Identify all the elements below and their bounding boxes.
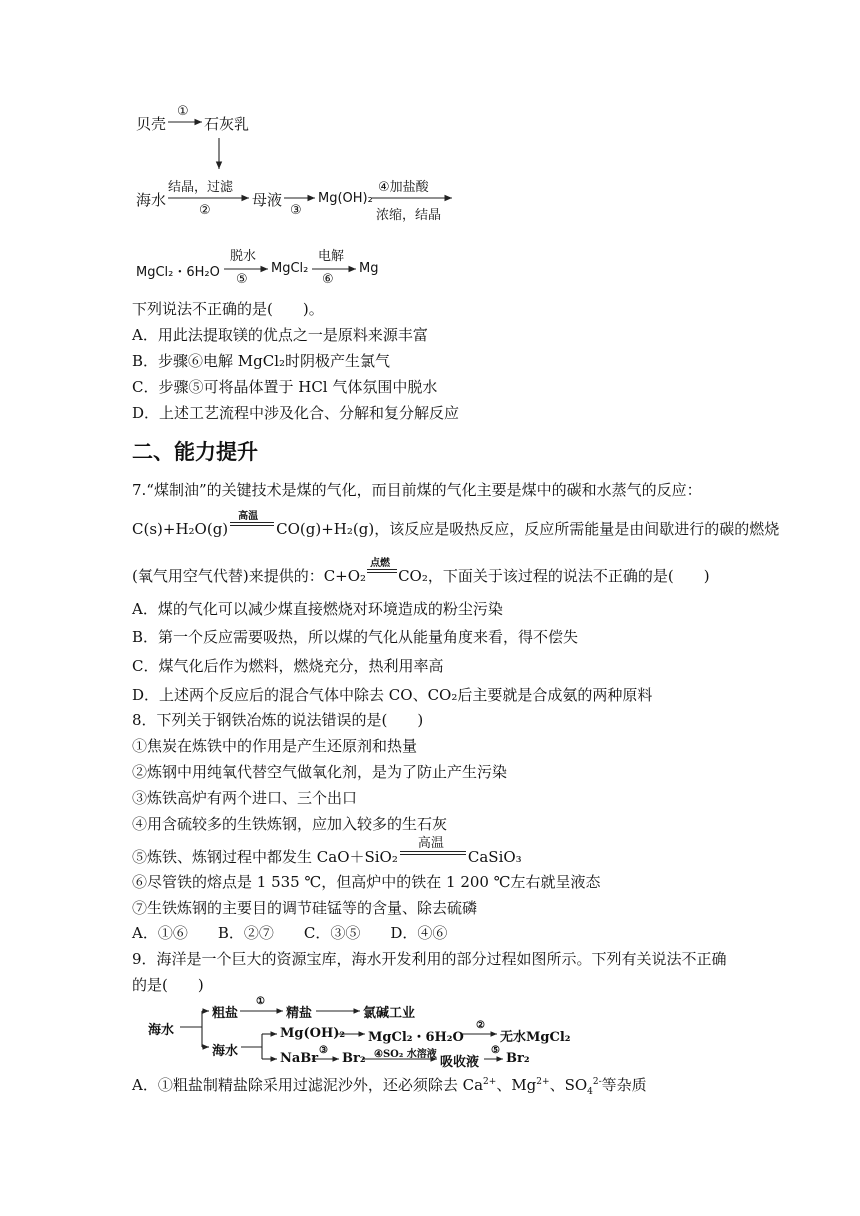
d2-seawater-2: 海水: [212, 1044, 239, 1059]
shell-label: 贝壳: [136, 115, 167, 133]
q8-statement-1: ①焦炭在炼铁中的作用是产生还原剂和热量: [132, 737, 418, 755]
q8-s5-left: ⑤炼铁、炼钢过程中都发生 CaO＋SiO₂: [132, 848, 398, 866]
q9-a-sup1: 2+: [483, 1077, 497, 1087]
q6-stem: 下列说法不正确的是( )。: [132, 300, 324, 318]
q7-option-d: D．上述两个反应后的混合气体中除去 CO、CO₂后主要就是合成氨的两种原料: [132, 686, 653, 704]
q9-a-sup2: 2+: [536, 1077, 550, 1087]
q9-a-mid2: 、SO: [549, 1076, 588, 1094]
q8-s5-cond-text: 高温: [417, 836, 444, 851]
q6-option-d: D．上述工艺流程中涉及化合、分解和复分解反应: [132, 404, 460, 422]
d2-anhydrous-mgcl2: 无水MgCl₂: [500, 1030, 571, 1045]
q7-eq1-cond-text: 高温: [238, 511, 259, 522]
q7-option-c: C．煤气化后作为燃料，燃烧充分，热利用率高: [132, 657, 444, 675]
q7-line1: 7.“煤制油”的关键技术是煤的气化，而目前煤的气化主要是煤中的碳和水蒸气的反应：: [132, 481, 702, 499]
q9-line1: 9．海洋是一个巨大的资源宝库，海水开发利用的部分过程如图所示。下列有关说法不正确: [132, 950, 727, 968]
d2-mgcl2-hydrate: MgCl₂・6H₂O: [368, 1030, 464, 1045]
q6-option-a: A．用此法提取镁的优点之一是原料来源丰富: [132, 326, 428, 344]
q9-a-left: A．①粗盐制精盐除采用过滤泥沙外，还必须除去 Ca: [132, 1076, 484, 1094]
q8-statement-3: ③炼铁高炉有两个进口、三个出口: [132, 789, 358, 807]
q8-statement-4: ④用含硫较多的生铁炼钢，应加入较多的生石灰: [132, 815, 448, 833]
q9-a-mid1: 、Mg: [496, 1076, 537, 1094]
d2-step4: ④SO₂ 水溶液: [374, 1049, 437, 1060]
q7-eq2-cond-text: 点燃: [370, 558, 391, 569]
add-hcl-label: ④加盐酸: [378, 180, 429, 195]
q8-options: A．①⑥ B．②⑦ C．③⑤ D．④⑥: [132, 924, 448, 942]
mgoh2-label: Mg(OH)₂: [318, 191, 373, 206]
q6-option-b: B．步骤⑥电解 MgCl₂时阴极产生氯气: [132, 352, 391, 370]
d2-nabr: NaBr: [280, 1051, 319, 1066]
q8-stem: 8．下列关于钢铁冶炼的说法错误的是( ): [132, 711, 424, 729]
concentrate-label: 浓缩，结晶: [376, 208, 442, 223]
d2-mgoh2: Mg(OH)₂: [280, 1026, 346, 1041]
step6-label: ⑥: [322, 272, 334, 287]
section-title: 二、能力提升: [132, 440, 258, 464]
q6-option-c: C．步骤⑤可将晶体置于 HCl 气体氛围中脱水: [132, 378, 438, 396]
q7-option-a: A．煤的气化可以减少煤直接燃烧对环境造成的粉尘污染: [132, 600, 503, 618]
d2-crude-salt: 粗盐: [212, 1006, 239, 1021]
q7-line3-right: CO₂，下面关于该过程的说法不正确的是( ): [398, 567, 710, 585]
d2-step2: ②: [476, 1020, 485, 1031]
q8-statement-6: ⑥尽管铁的熔点是 1 535 ℃，但高炉中的铁在 1 200 ℃左右就呈液态: [132, 873, 601, 891]
d2-step3: ③: [319, 1045, 328, 1056]
q7-option-b: B．第一个反应需要吸热，所以煤的气化从能量角度来看，得不偿失: [132, 628, 579, 646]
q9-a-right: 等杂质: [601, 1076, 647, 1094]
d2-br2-b: Br₂: [506, 1051, 530, 1066]
q7-eq1-right: CO(g)+H₂(g)，该反应是吸热反应，反应所需能量是由间歇进行的碳的燃烧: [276, 520, 780, 538]
step5-label: ⑤: [236, 272, 248, 287]
q8-s5-right: CaSiO₃: [467, 848, 522, 866]
mgcl2-label: MgCl₂: [271, 261, 309, 276]
q9-a-sub: 4: [587, 1087, 593, 1097]
step2-label: ②: [199, 203, 211, 218]
step3-label: ③: [290, 203, 302, 218]
d2-absorb-liquid: 吸收液: [440, 1055, 480, 1070]
q8-statement-7: ⑦生铁炼钢的主要目的调节硅锰等的含量、除去硫磷: [132, 899, 478, 917]
d2-refined-salt: 精盐: [286, 1006, 313, 1021]
q7-eq1-left: C(s)+H₂O(g): [132, 520, 229, 538]
q9-option-a: [132, 1074, 647, 1097]
q9-line2: 的是( ): [132, 976, 204, 994]
step1-label: ①: [177, 104, 189, 119]
dehydrate-label: 脱水: [230, 249, 257, 264]
motherliquor-label: 母液: [252, 191, 283, 209]
d2-step5: ⑤: [491, 1045, 500, 1056]
d2-step1: ①: [256, 996, 265, 1007]
crystallize-filter-label: 结晶，过滤: [168, 180, 234, 195]
q7-line3-left: (氧气用空气代替)来提供的：C+O₂: [132, 567, 367, 585]
q8-statement-2: ②炼钢中用纯氧代替空气做氧化剂，是为了防止产生污染: [132, 763, 508, 781]
seawater-label: 海水: [136, 191, 167, 209]
d2-br2-a: Br₂: [342, 1051, 366, 1066]
d2-seawater: 海水: [148, 1023, 175, 1038]
electrolysis-label: 电解: [318, 249, 345, 264]
d2-chlor-alkali: 氯碱工业: [363, 1006, 416, 1021]
mg-label: Mg: [359, 261, 379, 276]
mgcl2-hydrate-label: MgCl₂・6H₂O: [136, 265, 220, 280]
q9-a-sup3: 2-: [592, 1077, 602, 1087]
limemilk-label: 石灰乳: [204, 115, 250, 133]
